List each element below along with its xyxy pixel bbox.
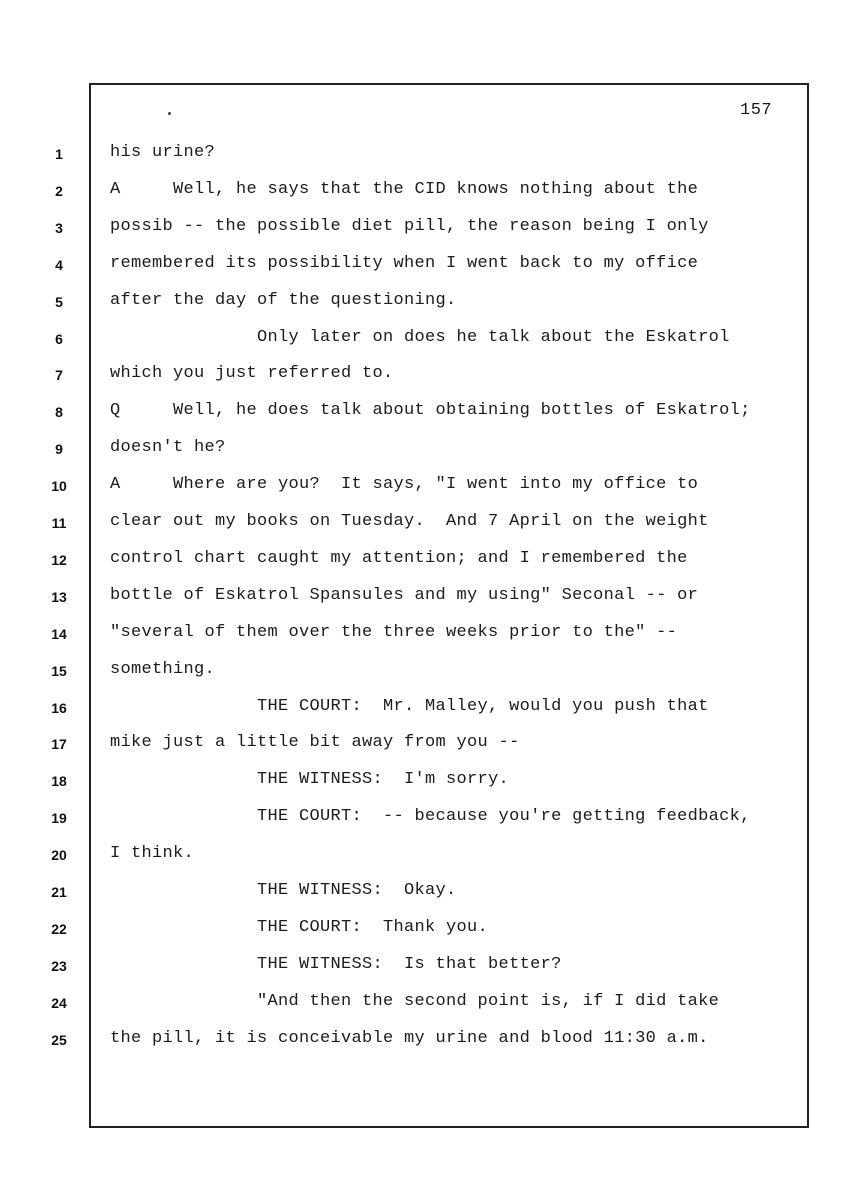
transcript-line: Q Well, he does talk about obtaining bottles of Eskatrol;: [110, 401, 751, 420]
transcript-line: THE WITNESS: Okay.: [110, 881, 457, 900]
transcript-line: clear out my books on Tuesday. And 7 April on the weight: [110, 512, 709, 531]
transcript-line: his urine?: [110, 143, 216, 162]
transcript-line: "several of them over the three weeks prior to the" --: [110, 623, 678, 642]
line-number: 1: [55, 146, 63, 162]
transcript-line: I think.: [110, 844, 195, 863]
transcript-line: THE COURT: Thank you.: [110, 918, 489, 937]
line-number: 24: [51, 995, 67, 1011]
transcript-line: remembered its possibility when I went back to my office: [110, 254, 699, 273]
line-number: 21: [51, 884, 67, 900]
line-number: 13: [51, 589, 67, 605]
transcript-line: which you just referred to.: [110, 364, 394, 383]
line-number: 12: [51, 552, 67, 568]
transcript-line: THE WITNESS: I'm sorry.: [110, 770, 510, 789]
line-number: 4: [55, 257, 63, 273]
transcript-line: after the day of the questioning.: [110, 291, 457, 310]
page-number: 157: [740, 101, 773, 120]
line-number: 10: [51, 478, 67, 494]
line-number: 22: [51, 921, 67, 937]
transcript-line: the pill, it is conceivable my urine and blood 11:30 a.m.: [110, 1029, 709, 1048]
line-number: 8: [55, 404, 63, 420]
line-number: 7: [55, 367, 63, 383]
transcript-line: THE WITNESS: Is that better?: [110, 955, 562, 974]
line-number: 25: [51, 1032, 67, 1048]
line-number: 15: [51, 663, 67, 679]
scan-speck: [168, 112, 171, 115]
line-number: 14: [51, 626, 67, 642]
transcript-line: THE COURT: -- because you're getting feedback,: [110, 807, 751, 826]
line-number: 23: [51, 958, 67, 974]
transcript-line: doesn't he?: [110, 438, 226, 457]
line-number: 16: [51, 700, 67, 716]
line-number: 9: [55, 441, 63, 457]
transcript-line: something.: [110, 660, 216, 679]
transcript-line: "And then the second point is, if I did take: [110, 992, 720, 1011]
line-number: 6: [55, 331, 63, 347]
line-number: 19: [51, 810, 67, 826]
transcript-line: THE COURT: Mr. Malley, would you push that: [110, 697, 709, 716]
transcript-line: control chart caught my attention; and I remembered the: [110, 549, 688, 568]
line-number: 18: [51, 773, 67, 789]
line-number: 3: [55, 220, 63, 236]
transcript-line: A Well, he says that the CID knows nothing about the: [110, 180, 699, 199]
line-number: 17: [51, 736, 67, 752]
line-number: 11: [51, 515, 67, 531]
transcript-line: possib -- the possible diet pill, the reason being I only: [110, 217, 709, 236]
line-number: 20: [51, 847, 67, 863]
line-number: 2: [55, 183, 63, 199]
transcript-line: bottle of Eskatrol Spansules and my using" Seconal -- or: [110, 586, 699, 605]
transcript-line: mike just a little bit away from you --: [110, 733, 520, 752]
transcript-line: Only later on does he talk about the Eskatrol: [110, 328, 730, 347]
transcript-line: A Where are you? It says, "I went into my office to: [110, 475, 699, 494]
line-number: 5: [55, 294, 63, 310]
